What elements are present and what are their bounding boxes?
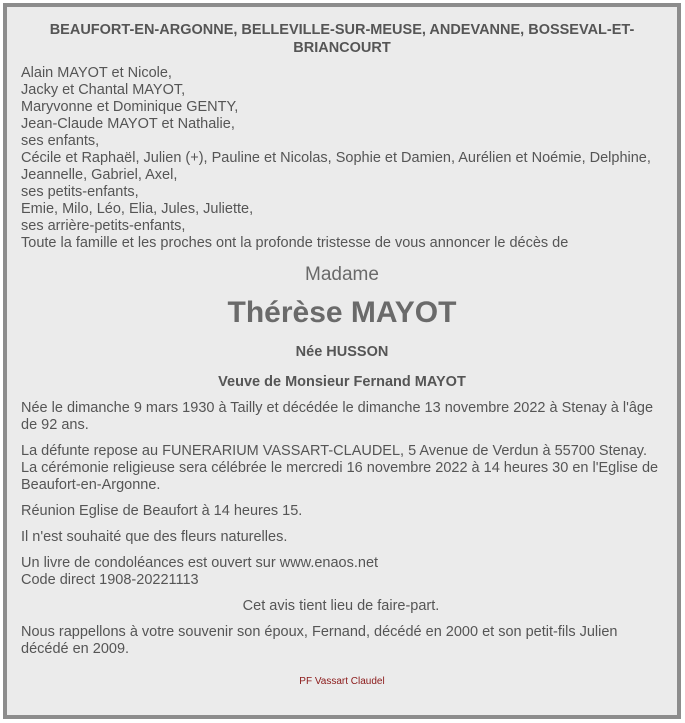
family-line: Maryvonne et Dominique GENTY, (21, 99, 239, 115)
ceremony-text: La cérémonie religieuse sera célébrée le mercredi 16 novembre 2022 à 14 heures 30 en l'Eglise de Beaufort-en-Argonne. (21, 460, 659, 493)
family-line: Alain MAYOT et Nicole, (21, 65, 172, 81)
rest-place-text: La défunte repose au FUNERARIUM VASSART-CLAUDEL, 5 Avenue de Verdun à 55700 Stenay. (21, 443, 648, 459)
family-line: ses petits-enfants, (21, 184, 139, 200)
meeting-text: Réunion Eglise de Beaufort à 14 heures 15. (21, 503, 303, 519)
maiden-name: Née HUSSON (295, 344, 389, 360)
family-line: Cécile et Raphaël, Julien (+), Pauline et Nicolas, Sophie et Damien, Aurélien et Noémie, Delphine, Jeannelle, Gabriel, Axel, (21, 150, 651, 183)
rest-ceremony-block (21, 443, 661, 494)
birth-death-text: Née le dimanche 9 mars 1930 à Tailly et décédée le dimanche 13 novembre 2022 à Stenay à l'âge de 92 ans. (21, 400, 654, 433)
remembrance-text: Nous rappellons à votre souvenir son époux, Fernand, décédé en 2000 et son petit-fils Julien décédé en 2009. (21, 624, 618, 657)
family-line: Emie, Milo, Léo, Elia, Jules, Juliette, (21, 201, 254, 217)
family-list (21, 65, 677, 252)
family-line: Toute la famille et les proches ont la profonde tristesse de vous annoncer le décès de (21, 235, 569, 251)
places-heading: BEAUFORT-EN-ARGONNE, BELLEVILLE-SUR-MEUSE, ANDEVANNE, BOSSEVAL-ET-BRIANCOURT (49, 22, 635, 56)
faire-part-text: Cet avis tient lieu de faire-part. (242, 598, 440, 614)
flowers-text: Il n'est souhaité que des fleurs naturelles. (21, 529, 288, 545)
family-line: Jean-Claude MAYOT et Nathalie, (21, 116, 235, 132)
funeral-home-signature: PF Vassart Claudel (299, 676, 385, 687)
deceased-title: Madame (305, 264, 379, 285)
widow-of: Veuve de Monsieur Fernand MAYOT (218, 374, 466, 390)
condolences-text: Un livre de condoléances est ouvert sur www.enaos.net (21, 555, 379, 571)
family-line: Jacky et Chantal MAYOT, (21, 82, 186, 98)
deceased-name: Thérèse MAYOT (227, 296, 457, 329)
direct-code-text: Code direct 1908-20221113 (21, 572, 199, 588)
family-line: ses arrière-petits-enfants, (21, 218, 186, 234)
condolences-block (21, 555, 661, 589)
family-line: ses enfants, (21, 133, 100, 149)
obituary-notice (3, 3, 681, 719)
